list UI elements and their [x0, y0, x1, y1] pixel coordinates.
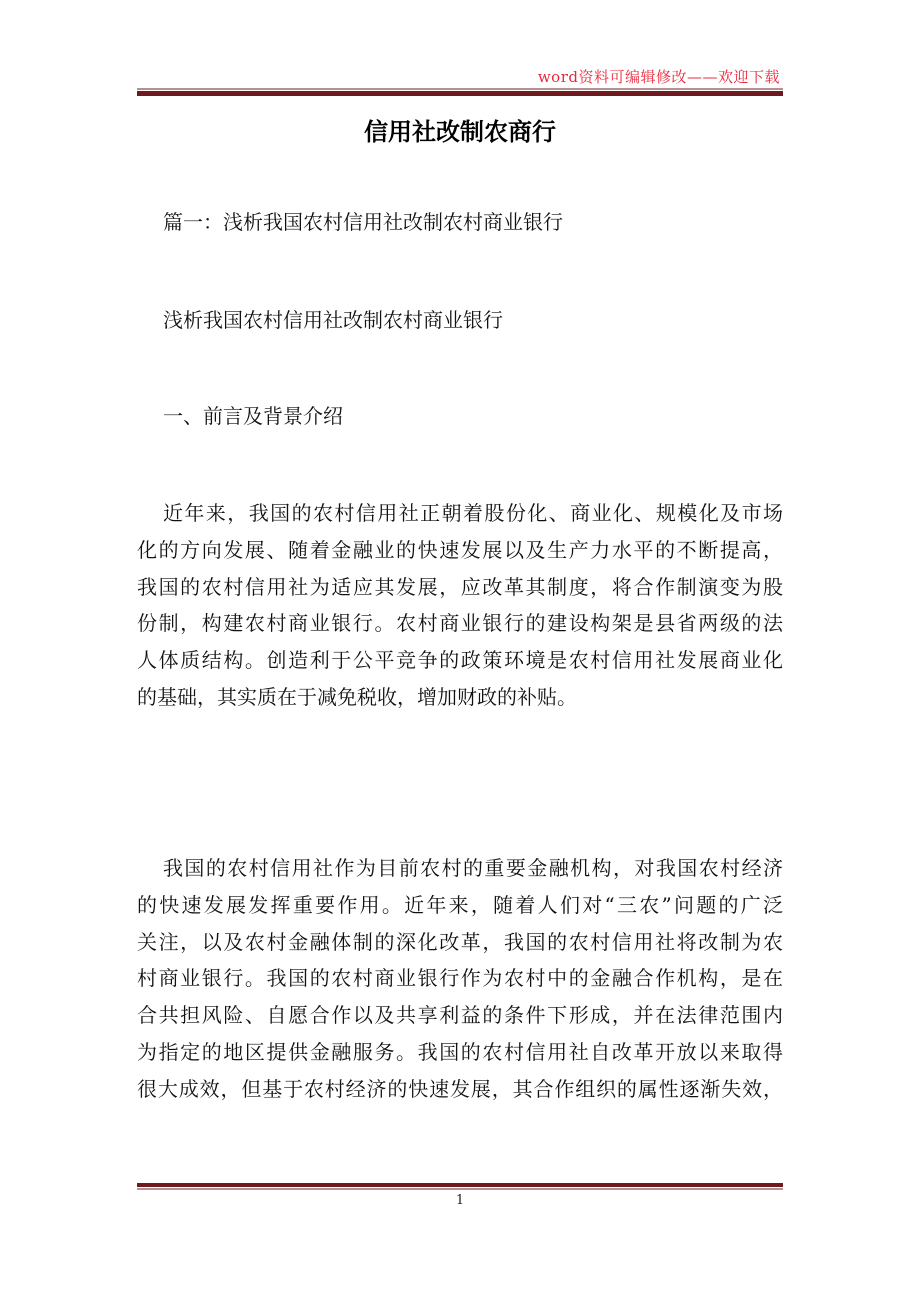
paragraph-line: 人体质结构。创造利于公平竞争的政策环境是农村信用社发展商业化 — [137, 648, 783, 672]
paragraph-line: 关注，以及农村金融体制的深化改革，我国的农村信用社将改制为农 — [137, 929, 783, 954]
page-number: 1 — [455, 1193, 465, 1208]
footer-rule — [137, 1183, 783, 1187]
subsection-heading: 一、前言及背景介绍 — [163, 404, 343, 428]
paragraph-line: 我国的农村信用社作为目前农村的重要金融机构，对我国农村经济 — [163, 856, 783, 880]
header-rule-thin — [137, 88, 783, 90]
header-rule — [137, 91, 783, 96]
paragraph-line: 村商业银行。我国的农村商业银行作为农村中的金融合作机构，是在 — [137, 966, 783, 991]
paragraph-line: 合共担风险、自愿合作以及共享利益的条件下形成，并在法律范围内 — [137, 1003, 783, 1028]
paragraph-line: 近年来，我国的农村信用社正朝着股份化、商业化、规模化及市场 — [163, 501, 783, 525]
article-heading: 浅析我国农村信用社改制农村商业银行 — [163, 308, 503, 332]
header-note: word资料可编辑修改——欢迎下载 — [537, 68, 780, 86]
section-heading: 篇一：浅析我国农村信用社改制农村商业银行 — [163, 210, 563, 234]
footer-rule-thin — [137, 1188, 783, 1190]
paragraph-line: 份制，构建农村商业银行。农村商业银行的建设构架是县省两级的法 — [137, 611, 783, 635]
paragraph-line: 很大成效，但基于农村经济的快速发展，其合作组织的属性逐渐失效， — [137, 1076, 783, 1101]
paragraph-line: 我国的农村信用社为适应其发展，应改革其制度，将合作制演变为股 — [137, 575, 783, 599]
paragraph-line: 为指定的地区提供金融服务。我国的农村信用社自改革开放以来取得 — [137, 1040, 783, 1064]
paragraph-line: 的快速发展发挥重要作用。近年来，随着人们对“三农”问题的广泛 — [137, 892, 783, 917]
document-title: 信用社改制农商行 — [364, 118, 556, 146]
paragraph-line: 化的方向发展、随着金融业的快速发展以及生产力水平的不断提高， — [137, 538, 783, 562]
paragraph-line: 的基础，其实质在于减免税收，增加财政的补贴。 — [137, 685, 577, 709]
